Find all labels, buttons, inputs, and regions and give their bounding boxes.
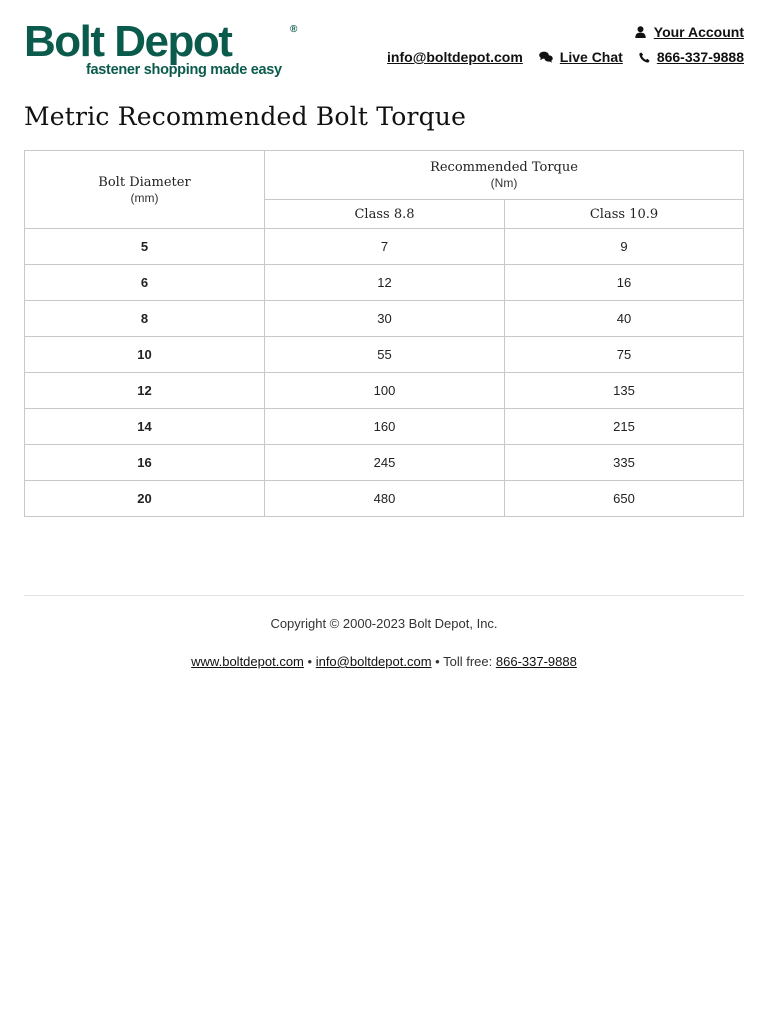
table-row bbox=[25, 373, 744, 409]
logo-wordmark: Bolt Depot bbox=[24, 17, 232, 66]
user-icon bbox=[635, 26, 646, 38]
live-chat-link[interactable]: Live Chat bbox=[559, 49, 623, 65]
diameter-cell: 8 bbox=[25, 301, 265, 337]
table-row bbox=[25, 481, 744, 517]
diameter-cell: 6 bbox=[25, 265, 265, 301]
bolt-depot-logo[interactable] bbox=[24, 17, 304, 82]
class-10-9-cell: 650 bbox=[505, 481, 744, 517]
class-8-8-cell: 480 bbox=[265, 481, 505, 517]
recommended-torque-label: Recommended Torque bbox=[430, 160, 578, 175]
class-10-9-cell: 135 bbox=[505, 373, 744, 409]
table-row bbox=[25, 265, 744, 301]
account-line bbox=[635, 24, 744, 40]
class-8-8-cell: 100 bbox=[265, 373, 505, 409]
class-8-8-header: Class 8.8 bbox=[265, 200, 505, 229]
recommended-torque-header bbox=[265, 151, 744, 200]
diameter-cell: 5 bbox=[25, 229, 265, 265]
table-row bbox=[25, 337, 744, 373]
contact-line bbox=[387, 49, 744, 65]
footer-separator: • bbox=[435, 654, 440, 669]
logo-tagline: fastener shopping made easy bbox=[86, 62, 282, 78]
bolt-diameter-unit: (mm) bbox=[130, 190, 159, 205]
diameter-cell: 10 bbox=[25, 337, 265, 373]
site-header bbox=[24, 17, 744, 82]
class-8-8-cell: 12 bbox=[265, 265, 505, 301]
diameter-cell: 12 bbox=[25, 373, 265, 409]
footer-divider bbox=[24, 595, 744, 596]
phone-icon bbox=[639, 52, 650, 63]
table-row bbox=[25, 445, 744, 481]
registered-mark: ® bbox=[290, 24, 298, 35]
diameter-cell: 20 bbox=[25, 481, 265, 517]
class-8-8-cell: 7 bbox=[265, 229, 505, 265]
bolt-diameter-label: Bolt Diameter bbox=[98, 174, 191, 190]
diameter-cell: 14 bbox=[25, 409, 265, 445]
table-header-row bbox=[25, 151, 744, 200]
email-link[interactable]: info@boltdepot.com bbox=[387, 49, 523, 65]
recommended-torque-unit: (Nm) bbox=[490, 176, 518, 190]
copyright-text: Copyright © 2000-2023 Bolt Depot, Inc. bbox=[270, 616, 498, 631]
your-account-link[interactable]: Your Account bbox=[653, 24, 744, 40]
table-row bbox=[25, 301, 744, 337]
page-title: Metric Recommended Bolt Torque bbox=[24, 102, 467, 131]
class-8-8-cell: 55 bbox=[265, 337, 505, 373]
class-8-8-cell: 160 bbox=[265, 409, 505, 445]
class-10-9-cell: 40 bbox=[505, 301, 744, 337]
bolt-diameter-header bbox=[25, 151, 265, 229]
table-row bbox=[25, 409, 744, 445]
table-row bbox=[25, 229, 744, 265]
diameter-cell: 16 bbox=[25, 445, 265, 481]
class-10-9-cell: 335 bbox=[505, 445, 744, 481]
footer-website-link[interactable]: www.boltdepot.com bbox=[191, 654, 304, 669]
class-10-9-cell: 9 bbox=[505, 229, 744, 265]
class-10-9-header: Class 10.9 bbox=[505, 200, 744, 229]
class-10-9-cell: 215 bbox=[505, 409, 744, 445]
torque-table bbox=[24, 150, 744, 517]
footer-email-link[interactable]: info@boltdepot.com bbox=[315, 654, 432, 669]
footer-separator: • bbox=[307, 654, 313, 669]
footer-links bbox=[0, 654, 768, 669]
class-8-8-cell: 245 bbox=[265, 445, 505, 481]
class-8-8-cell: 30 bbox=[265, 301, 505, 337]
footer-phone-link[interactable]: 866-337-9888 bbox=[495, 654, 577, 669]
class-10-9-cell: 16 bbox=[505, 265, 744, 301]
class-10-9-cell: 75 bbox=[505, 337, 744, 373]
toll-free-label: Toll free: bbox=[443, 654, 493, 669]
chat-icon bbox=[539, 51, 553, 63]
phone-link[interactable]: 866-337-9888 bbox=[656, 49, 744, 65]
